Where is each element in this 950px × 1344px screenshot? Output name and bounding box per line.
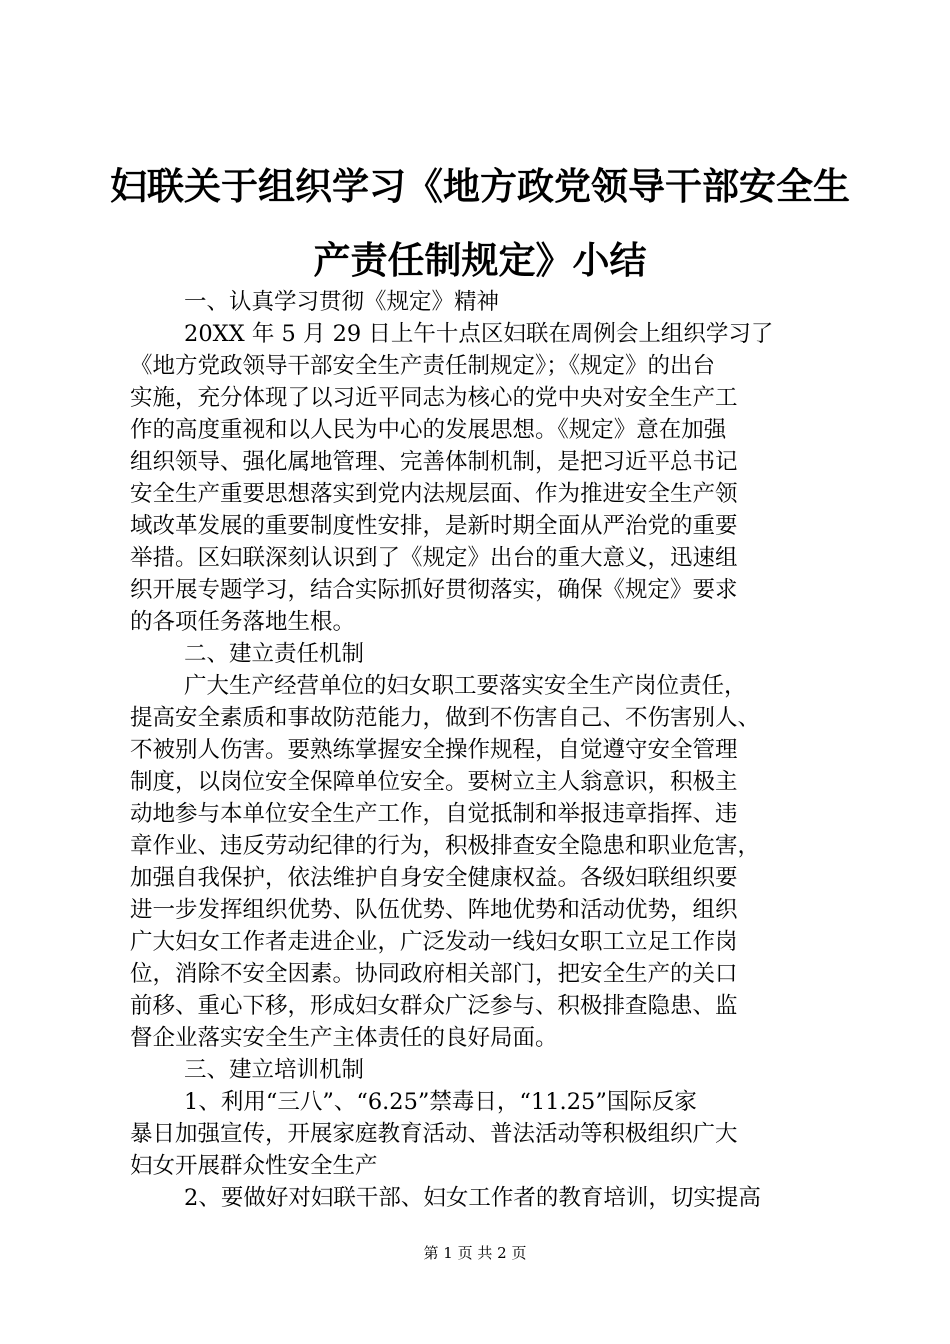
paragraph-line: 动地参与本单位安全生产工作，自觉抵制和举报违章指挥、违	[130, 801, 738, 827]
document-body	[130, 286, 830, 1214]
paragraph-line: 实施，充分体现了以习近平同志为核心的党中央对安全生产工	[130, 385, 738, 411]
paragraph-line: 组织领导、强化属地管理、完善体制机制，是把习近平总书记	[130, 449, 738, 475]
paragraph-line: 广大妇女工作者走进企业，广泛发动一线妇女职工立足工作岗	[130, 929, 738, 955]
paragraph-line: 的各项任务落地生根。	[130, 609, 356, 635]
title-line-1: 妇联关于组织学习《地方政党领导干部安全生	[110, 165, 850, 208]
paragraph-line: 举措。区妇联深刻认识到了《规定》出台的重大意义，迅速组	[130, 545, 738, 571]
paragraph-line: 域改革发展的重要制度性安排，是新时期全面从严治党的重要	[130, 513, 738, 539]
paragraph-line: 加强自我保护，依法维护自身安全健康权益。各级妇联组织要	[130, 865, 738, 891]
paragraph-line: 1、利用“三八”、“6.25”禁毒日，“11.25”国际反家	[184, 1089, 697, 1115]
section-heading-2: 二、建立责任机制	[184, 641, 365, 667]
paragraph-line: 广大生产经营单位的妇女职工要落实安全生产岗位责任，	[184, 673, 747, 699]
document-title	[110, 150, 850, 298]
paragraph-line: 妇女开展群众性安全生产	[130, 1153, 378, 1179]
paragraph-line: 织开展专题学习，结合实际抓好贯彻落实，确保《规定》要求	[130, 577, 738, 603]
paragraph-line: 章作业、违反劳动纪律的行为，积极排查安全隐患和职业危害，	[130, 833, 761, 859]
title-line-2: 产责任制规定》小结	[313, 239, 647, 282]
paragraph-line: 《地方党政领导干部安全生产责任制规定》；《规定》的出台	[130, 353, 716, 379]
paragraph-line: 督企业落实安全生产主体责任的良好局面。	[130, 1025, 558, 1051]
paragraph-line: 不被别人伤害。要熟练掌握安全操作规程，自觉遵守安全管理	[130, 737, 738, 763]
paragraph-line: 作的高度重视和以人民为中心的发展思想。《规定》意在加强	[130, 417, 727, 443]
paragraph-line: 制度，以岗位安全保障单位安全。要树立主人翁意识，积极主	[130, 769, 738, 795]
paragraph-line: 前移、重心下移，形成妇女群众广泛参与、积极排查隐患、监	[130, 993, 738, 1019]
paragraph-line: 2、要做好对妇联干部、妇女工作者的教育培训，切实提高	[184, 1185, 761, 1211]
paragraph-line: 提高安全素质和事故防范能力，做到不伤害自己、不伤害别人、	[130, 705, 761, 731]
paragraph-line: 暴日加强宣传，开展家庭教育活动、普法活动等积极组织广大	[130, 1121, 738, 1147]
section-heading-3: 三、建立培训机制	[184, 1057, 365, 1083]
page-footer: 第 1 页 共 2 页	[423, 1244, 527, 1262]
paragraph-line: 进一步发挥组织优势、队伍优势、阵地优势和活动优势，组织	[130, 897, 738, 923]
section-heading-1: 一、认真学习贯彻《规定》精神	[184, 289, 500, 315]
paragraph-line: 安全生产重要思想落实到党内法规层面、作为推进安全生产领	[130, 481, 738, 507]
paragraph-line: 20XX 年 5 月 29 日上午十点区妇联在周例会上组织学习了	[184, 321, 774, 347]
paragraph-line: 位，消除不安全因素。协同政府相关部门，把安全生产的关口	[130, 961, 738, 987]
